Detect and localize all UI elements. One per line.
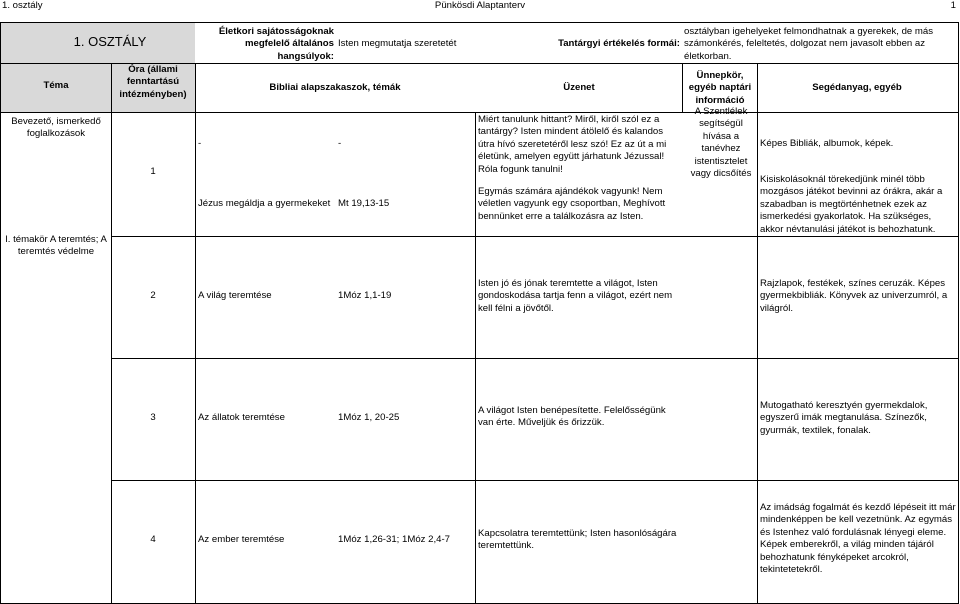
- class-title: 1. OSZTÁLY: [73, 34, 147, 49]
- column-header-segedanyag: Segédanyag, egyéb: [812, 82, 902, 93]
- table-row-number: 3: [150, 412, 156, 423]
- page-header-page-number: 1: [950, 0, 956, 11]
- table-row-message: A világot Isten benépesítette. Felelősségünk van érte. Műveljük és őrizzük.: [478, 405, 666, 429]
- table-row-holiday: segítségül hívása a tanévhez istentisztelet vagy dicsőítés: [690, 118, 752, 180]
- table-row-number: 2: [150, 290, 156, 301]
- page-header-center: Pünkösdi Alaptanterv: [434, 0, 526, 11]
- table-row-message: Egymás számára ajándékok vagyunk! Nem véletlen vagyunk egy csoportban, Meghívott bennünket erre a találkozásra az Isten.: [478, 186, 666, 222]
- table-row-message: Isten jó és jónak teremtette a világot, Isten gondoskodása tartja fenn a világot, ezért nem kell félni a jövőtől.: [478, 278, 673, 314]
- column-header-bibliai: Bibliai alapszakaszok, témák: [269, 82, 401, 93]
- section-theme-1: I. témakör A teremtés; A teremtés védelme: [5, 234, 107, 258]
- table-row-topic: Az ember teremtése: [198, 534, 285, 545]
- table-row-number: 4: [150, 534, 156, 545]
- table-row-reference: -: [338, 138, 342, 149]
- table-row-resource: Kisiskolásoknál törekedjünk minél több mozgásos játékot bevinni az órákra, akár a szabadban is megtörténhetnek ezek az ismerkedési gyakorlatok. Ha szükséges, akkor névtanulási játékot is behozhatunk.: [760, 174, 943, 235]
- table-row-reference: 1Móz 1,26-31; 1Móz 2,4-7: [338, 534, 450, 545]
- table-row-reference: 1Móz 1,1-19: [338, 290, 392, 301]
- column-header-unnepkor: Ünnepkör, egyéb naptári információ: [688, 70, 752, 106]
- table-row-resource: Mutogatható keresztyén gyermekdalok, egyszerű imák megtanulása. Színezők, gyurmák, textilek, fonalak.: [760, 400, 928, 436]
- column-header-tema: Téma: [43, 80, 69, 91]
- column-header-ora: Óra (állami fenntartású intézményben): [119, 64, 187, 100]
- table-row-resource: Rajzlapok, festékek, színes ceruzák. Képes gyermekbibliák. Könyvek az univerzumról, a világról.: [760, 278, 948, 314]
- table-row-number: 1: [150, 166, 156, 177]
- table-row-topic: -: [198, 138, 202, 149]
- focus-value: Isten megmutatja szeretetét: [338, 38, 457, 49]
- evaluation-label: Tantárgyi értékelés formái:: [558, 38, 680, 49]
- table-row-topic: A világ teremtése: [198, 290, 272, 301]
- column-header-uzenet: Üzenet: [563, 82, 595, 93]
- table-row-message: Kapcsolatra teremtettünk; Isten hasonlóságára teremtettünk.: [478, 528, 677, 552]
- table-row-message: Miért tanulunk hittant? Miről, kiről szól ez a tantárgy? Isten mindent átölelő és kalandos útra hívó szeretetéről lesz szó! Ez az út a mi életünk, amelyen együtt járhatunk Jézussal! Róla fogunk tanulni!: [478, 114, 667, 175]
- section-intro: Bevezető, ismerkedő foglalkozások: [11, 116, 101, 140]
- table-row-resource: Az imádság fogalmát és kezdő lépéseit itt már mindenképpen be kell vezetnünk. Az egymás és Istenhez való fordulásnak lényegi eleme. Képek emberekről, a világ minden tájáról behozhatunk fényképeket arcokról, tekintetetekről.: [760, 502, 956, 576]
- table-row-reference: Mt 19,13-15: [338, 198, 390, 209]
- evaluation-value: osztályban igehelyeket felmondhatnak a gyerekek, de más számonkérés, feleltetés, dolgozat nem javasolt ebben az életkorban.: [684, 26, 934, 62]
- table-row-topic: Az állatok teremtése: [198, 412, 285, 423]
- table-row-reference: 1Móz 1, 20-25: [338, 412, 400, 423]
- table-row-topic: Jézus megáldja a gyermekeket: [198, 198, 331, 209]
- page-header-left: 1. osztály: [2, 0, 43, 11]
- focus-label: Életkori sajátosságoknak megfelelő általános hangsúlyok:: [218, 26, 334, 62]
- table-row-resource: Képes Bibliák, albumok, képek.: [760, 138, 894, 149]
